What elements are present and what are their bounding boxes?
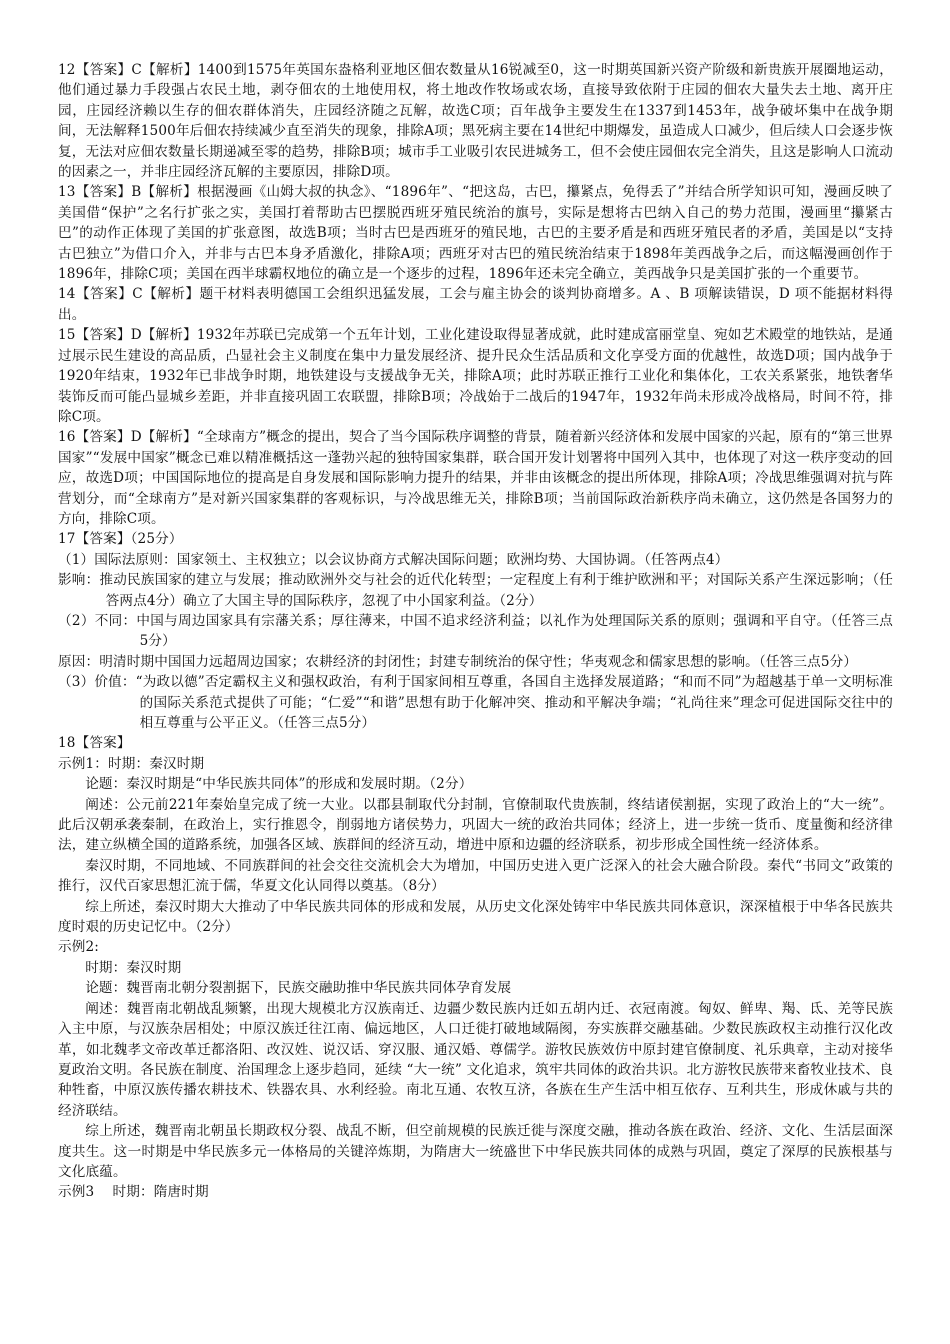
- answer-18-heading: 18【答案】: [58, 735, 131, 752]
- answer-16: 16【答案】D【解析】“全球南方”概念的提出，契合了当今国际秩序调整的背景，随着新兴经济体和发展中国家的兴起，原有的“第三世界国家”“发展中国家”概念已难以精准概括这一蓬勃兴起的独特国家集群，联合国开发计划署将中国列入其中，也体现了对这一秩序变动的回应，故选D项；中国国际地位的提高是自身发展和国际影响力提升的结果，并非由该概念的提出所体现，排除A项；冷战思维强调对抗与阵营划分，而“全球南方”是对新兴国家集群的客观标识，与冷战思维无关，排除B项；当前国际政治新秩序尚未确立，这仍然是各国努力的方向，排除C项。: [58, 429, 893, 527]
- example-1-conclusion: 综上所述，秦汉时期大大推动了中华民族共同体的形成和发展，从历史文化深处铸牢中华民族共同体意识，深深植根于中华各民族共度时艰的历史记忆中。（2分）: [58, 898, 893, 936]
- answer-12: 12【答案】C【解析】1400到1575年英国东盎格利亚地区佃农数量从16锐减至0，这一时期英国新兴资产阶级和新贵族开展圈地运动，他们通过暴力手段强占农民土地，剥夺佃农的土地使用权，将土地改作牧场或农场，直接导致依附于庄园的佃农大量失去土地、离开庄园，庄园经济赖以生存的佃农群体消失，庄园经济随之瓦解，故选C项；百年战争主要发生在1337到1453年，战争破坏集中在战争期间，无法解释1500年后佃农持续减少直至消失的现象，排除A项；黑死病主要在14世纪中期爆发，虽造成人口减少，但后续人口会逐步恢复，无法对应佃农数量长期递减至零的趋势，排除B项；城市手工业吸引农民进城务工，但不会使庄园佃农完全消失，且这是影响人口流动的因素之一，并非庄园经济瓦解的主要原因，排除D项。: [58, 62, 893, 181]
- answer-15: 15【答案】D【解析】1932年苏联已完成第一个五年计划，工业化建设取得显著成就，此时建成富丽堂皇、宛如艺术殿堂的地铁站，是通过展示民生建设的高品质，凸显社会主义制度在集中力量发展经济、提升民众生活品质和文化享受方面的优越性，故选D项；国内战争于1920年结束，1932年已非战争时期，地铁建设与支援战争无关，排除A项；此时苏联正推行工业化和集体化，工农关系紧张，地铁奢华装饰反而可能凸显城乡差距，并非直接巩固工农联盟，排除B项；冷战始于二战后的1947年，1932年尚未形成冷战格局，时间不符，排除C项。: [58, 327, 893, 425]
- answer-page: [58, 60, 893, 1203]
- example-1-paragraph-2: 秦汉时期，不同地域、不同族群间的社会交往交流机会大为增加，中国历史进入更广泛深入的社会大融合阶段。秦代“书同文”政策的推行，汉代百家思想汇流于儒，华夏文化认同得以奠基。（8分）: [58, 857, 893, 895]
- answer-17-part1-effect: 影响：推动民族国家的建立与发展；推动欧洲外交与社会的近代化转型；一定程度上有利于维护欧洲和平；对国际关系产生深远影响；（任答两点4分）确立了大国主导的国际秩序，忽视了中小国家利益。（2分）: [58, 572, 893, 609]
- answer-17-part3: （3）价值：“为政以德”否定霸权主义和强权政治，有利于国家间相互尊重，各国自主选择发展道路；“和而不同”为超越基于单一文明标准的国际关系范式提供了可能；“仁爱”“和谐”思想有助于化解冲突、推动和平解决争端；“礼尚往来”理念可促进国际交往中的相互尊重与公平正义。（任答三点5分）: [58, 674, 893, 731]
- example-1-label: 示例1：时期：秦汉时期: [58, 755, 205, 772]
- example-2-elaboration: 阐述：魏晋南北朝战乱频繁，出现大规模北方汉族南迁、边疆少数民族内迁如五胡内迁、衣冠南渡。匈奴、鲜卑、羯、氐、羌等民族入主中原，与汉族杂居相处；中原汉族迁往江南、偏远地区，人口迁徙打破地域隔阂，夯实族群交融基础。少数民族政权主动推行汉化改革，如北魏孝文帝改革迁都洛阳、改汉姓、说汉话、穿汉服、通汉婚、尊儒学。游牧民族效仿中原封建官僚制度、礼乐典章，主动对接华夏政治文明。各民族在制度、治国理念上逐步趋同，延续 “大一统” 文化追求，筑牢共同体的政治共识。北方游牧民族带来畜牧业技术、良种牲畜，中原汉族传播农耕技术、铁器农具、水利经验。南北互通、农牧互济，各族在生产生活中相互依存、互利共生，形成休戚与共的经济联结。: [58, 1000, 893, 1119]
- answer-17-part1: （1）国际法原则：国家领土、主权独立；以会议协商方式解决国际问题；欧洲均势、大国协调。（任答两点4）: [58, 551, 729, 568]
- example-2-thesis: 论题：魏晋南北朝分裂割据下，民族交融助推中华民族共同体孕育发展: [85, 980, 512, 997]
- example-2-label: 示例2:: [58, 939, 100, 956]
- answer-17-part2: （2）不同：中国与周边国家具有宗藩关系；厚往薄来，中国不追求经济利益；以礼作为处理国际关系的原则；强调和平自守。（任答三点5分）: [58, 612, 893, 650]
- example-3-label: 示例3 时期：隋唐时期: [58, 1184, 209, 1201]
- example-1-thesis: 论题：秦汉时期是“中华民族共同体”的形成和发展时期。（2分）: [85, 776, 473, 793]
- example-2-period: 时期：秦汉时期: [85, 959, 182, 976]
- answer-17-heading: 17【答案】（25分）: [58, 531, 183, 548]
- example-1-elaboration: 阐述：公元前221年秦始皇完成了统一大业。以郡县制取代分封制，官僚制取代贵族制，终结诸侯割据，实现了政治上的“大一统”。此后汉朝承袭秦制，在政治上，实行推恩令，削弱地方诸侯势力，巩固大一统的政治共同体；经济上，进一步统一货币、度量衡和经济律法，建立纵横全国的道路系统，加强各区域、族群间的经济互动，增进中原和边疆的经济联系，初步形成全国性统一经济体系。: [58, 796, 893, 854]
- answer-14: 14【答案】C【解析】题干材料表明德国工会组织迅猛发展，工会与雇主协会的谈判协商增多。A 、B 项解读错误，D 项不能据材料得出。: [58, 286, 893, 323]
- example-2-conclusion: 综上所述，魏晋南北朝虽长期政权分裂、战乱不断，但空前规模的民族迁徙与深度交融，推动各族在政治、经济、文化、生活层面深度共生。这一时期是中华民族多元一体格局的关键淬炼期，为隋唐大一统盛世下中华民族共同体的成熟与巩固，奠定了深厚的民族根基与文化底蕴。: [58, 1123, 893, 1180]
- answer-17-part2-reason: 原因：明清时期中国国力远超周边国家；农耕经济的封闭性；封建专制统治的保守性；华夷观念和儒家思想的影响。（任答三点5分）: [58, 653, 858, 670]
- answer-13: 13【答案】B【解析】根据漫画《山姆大叔的执念》、“1896年”、“把这岛，古巴，攥紧点，免得丢了”并结合所学知识可知，漫画反映了美国借“保护”之名行扩张之实，美国打着帮助古巴摆脱西班牙殖民统治的旗号，实际是想将古巴纳入自己的势力范围，漫画里“攥紧古巴”的动作正体现了美国的扩张意图，故选B项；当时古巴是西班牙的殖民地，古巴的主要矛盾是和西班牙殖民者的矛盾，美国是以“支持古巴独立”为借口介入，并非与古巴本身矛盾激化，排除A项；西班牙对古巴的殖民统治结束于1898年美西战争之后，而这幅漫画创作于1896年，排除C项；美国在西半球霸权地位的确立是一个逐步的过程，1896年还未完全确立，美西战争只是美国扩张的一个重要节。: [58, 184, 893, 283]
